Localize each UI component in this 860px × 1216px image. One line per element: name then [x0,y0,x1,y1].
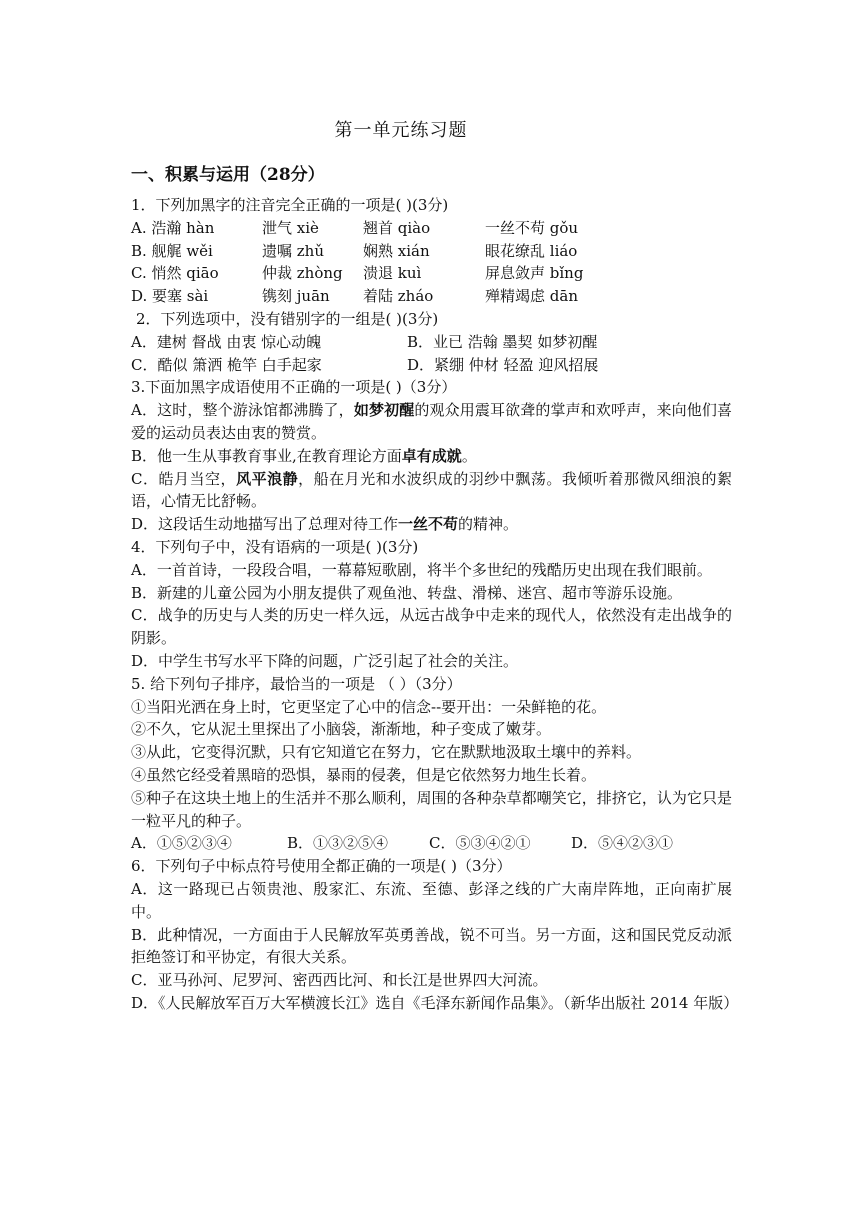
q5-sentence-4: ④虽然它经受着黑暗的恐惧，暴雨的侵袭，但是它依然努力地生长着。 [131,765,597,784]
q4-option-d: D．中学生书写水平下降的问题，广泛引起了社会的关注。 [131,651,519,670]
q3-option-b [131,445,732,468]
q1-a-3: 翘首 qiào [363,218,431,237]
q3-option-a [131,399,732,445]
q1-b-1: B. 舰艉 wěi [131,241,213,260]
q6-option-a: A．这一路现已占领贵池、殷家汇、东流、至德、彭泽之线的广大南岸阵地，正向南扩展中。 [131,879,732,921]
q4-option-a: A．一首首诗，一段段合唱，一幕幕短歌剧，将半个多世纪的残酷历史出现在我们眼前。 [131,560,712,579]
q1-b-4: 眼花缭乱 liáo [485,241,578,260]
q1-a-1: A. 浩瀚 hàn [131,218,215,237]
page-title: 第一单元练习题 [334,120,468,141]
q1-stem: 1．下列加黑字的注音完全正确的一项是( )(3分) [131,196,449,214]
q3-b-text: B．他一生从事教育事业,在教育理论方面 [131,446,402,465]
q4-option-b: B．新建的儿童公园为小朋友提供了观鱼池、转盘、滑梯、迷宫、超市等游乐设施。 [131,583,683,602]
q5-stem: 5. 给下列句子排序，最恰当的一项是 （ ）（3分） [131,674,462,693]
q3-c-text-end: ，船在月光和水波织成的羽纱中飘荡。我倾听着那微风细浪的絮语，心情无比舒畅。 [131,469,732,511]
q2-option-a: A．建树 督战 由衷 惊心动魄 [131,332,322,351]
q1-row-c [131,262,732,285]
q6-stem: 6．下列句子中标点符号使用全都正确的一项是( )（3分） [131,857,512,876]
q3-option-c [131,468,732,514]
q1-row-d [131,285,732,308]
q3-c-text: C．皓月当空， [131,469,237,488]
q3-a-text-end: 的观众用震耳欲聋的掌声和欢呼声，来向他们喜爱的运动员表达由衷的赞赏。 [131,401,732,442]
q1-row-b [131,240,732,263]
q5-choice-b: B．①③②⑤④ [287,834,389,853]
q3-d-text-end: 的精神。 [458,515,519,534]
q1-d-3: 着陆 zháo [363,287,434,306]
q6-option-b: B．此种情况，一方面由于人民解放军英勇善战，锐不可当。另一方面，这和国民党反动派拒绝签订和平协定，有很大关系。 [131,925,732,967]
q2-option-d: D．紧绷 仲材 轻盈 迎风招展 [407,355,599,374]
q2-row-ab [131,331,732,354]
q1-c-3: 溃退 kuì [363,264,422,283]
q1-a-4: 一丝不苟 gǒu [485,218,579,237]
q5-choices [131,832,732,855]
q4-option-c: C．战争的历史与人类的历史一样久远，从远古战争中走来的现代人，依然没有走出战争的阴影。 [131,606,732,648]
q4-stem: 4．下列句子中，没有语病的一项是( )(3分) [131,537,419,556]
q1-d-1: D. 要塞 sài [131,287,209,306]
q3-a-idiom: 如梦初醒 [353,401,415,420]
q2-option-b: B．业已 浩翰 墨契 如梦初醒 [407,332,598,351]
q3-b-idiom: 卓有成就 [401,446,462,465]
q5-sentence-5: ⑤种子在这块土地上的生活并不那么顺利，周围的各种杂草都嘲笑它，排挤它，认为它只是一粒平凡的种子。 [131,788,732,830]
q2-option-c: C．酷似 箫洒 桅竿 白手起家 [131,355,322,374]
q1-d-2: 镌刻 juān [262,287,330,306]
q5-choice-d: D．⑤④②③① [571,834,674,853]
q5-choice-c: C．⑤③④②① [429,834,531,853]
q3-c-idiom: 风平浪静 [236,469,299,488]
question-list [131,194,739,1015]
section-heading: 一、积累与运用（28分） [131,165,325,185]
q5-choice-a: A．①⑤②③④ [131,834,232,853]
q1-row-a [131,217,732,240]
q3-d-idiom: 一丝不苟 [398,515,459,534]
q5-sentence-1: ①当阳光洒在身上时，它更坚定了心中的信念--要开出：一朵鲜艳的花。 [131,697,607,716]
q2-row-cd [131,354,732,377]
q1-c-1: C. 悄然 qiāo [131,264,219,283]
q2-stem: 2．下列选项中，没有错别字的一组是( )(3分) [136,309,439,328]
q1-d-4: 殚精竭虑 dān [485,287,578,306]
q5-sentence-3: ③从此，它变得沉默，只有它知道它在努力，它在默默地汲取土壤中的养料。 [131,743,642,762]
q6-option-d: D．《人民解放军百万大军横渡长江》选自《毛泽东新闻作品集》。（新华出版社 2014 年版） [131,993,739,1012]
q3-option-d [131,513,732,536]
q1-c-2: 仲裁 zhòng [262,264,343,283]
q5-sentence-2: ②不久，它从泥土里探出了小脑袋，渐渐地，种子变成了嫩芽。 [131,720,552,739]
q3-d-text: D．这段话生动地描写出了总理对待工作 [131,515,399,534]
q6-option-c: C．亚马孙河、尼罗河、密西西比河、和长江是世界四大河流。 [131,971,548,990]
q1-c-4: 屏息敛声 bǐng [485,264,584,283]
q3-b-text-end: 。 [461,446,477,465]
q1-b-2: 遗嘱 zhǔ [262,241,324,260]
q3-a-text: A．这时，整个游泳馆都沸腾了， [131,401,354,420]
q1-b-3: 娴熟 xián [363,241,430,260]
q1-a-2: 泄气 xiè [262,218,319,237]
q3-stem: 3.下面加黑字成语使用不正确的一项是( )（3分） [131,378,457,397]
